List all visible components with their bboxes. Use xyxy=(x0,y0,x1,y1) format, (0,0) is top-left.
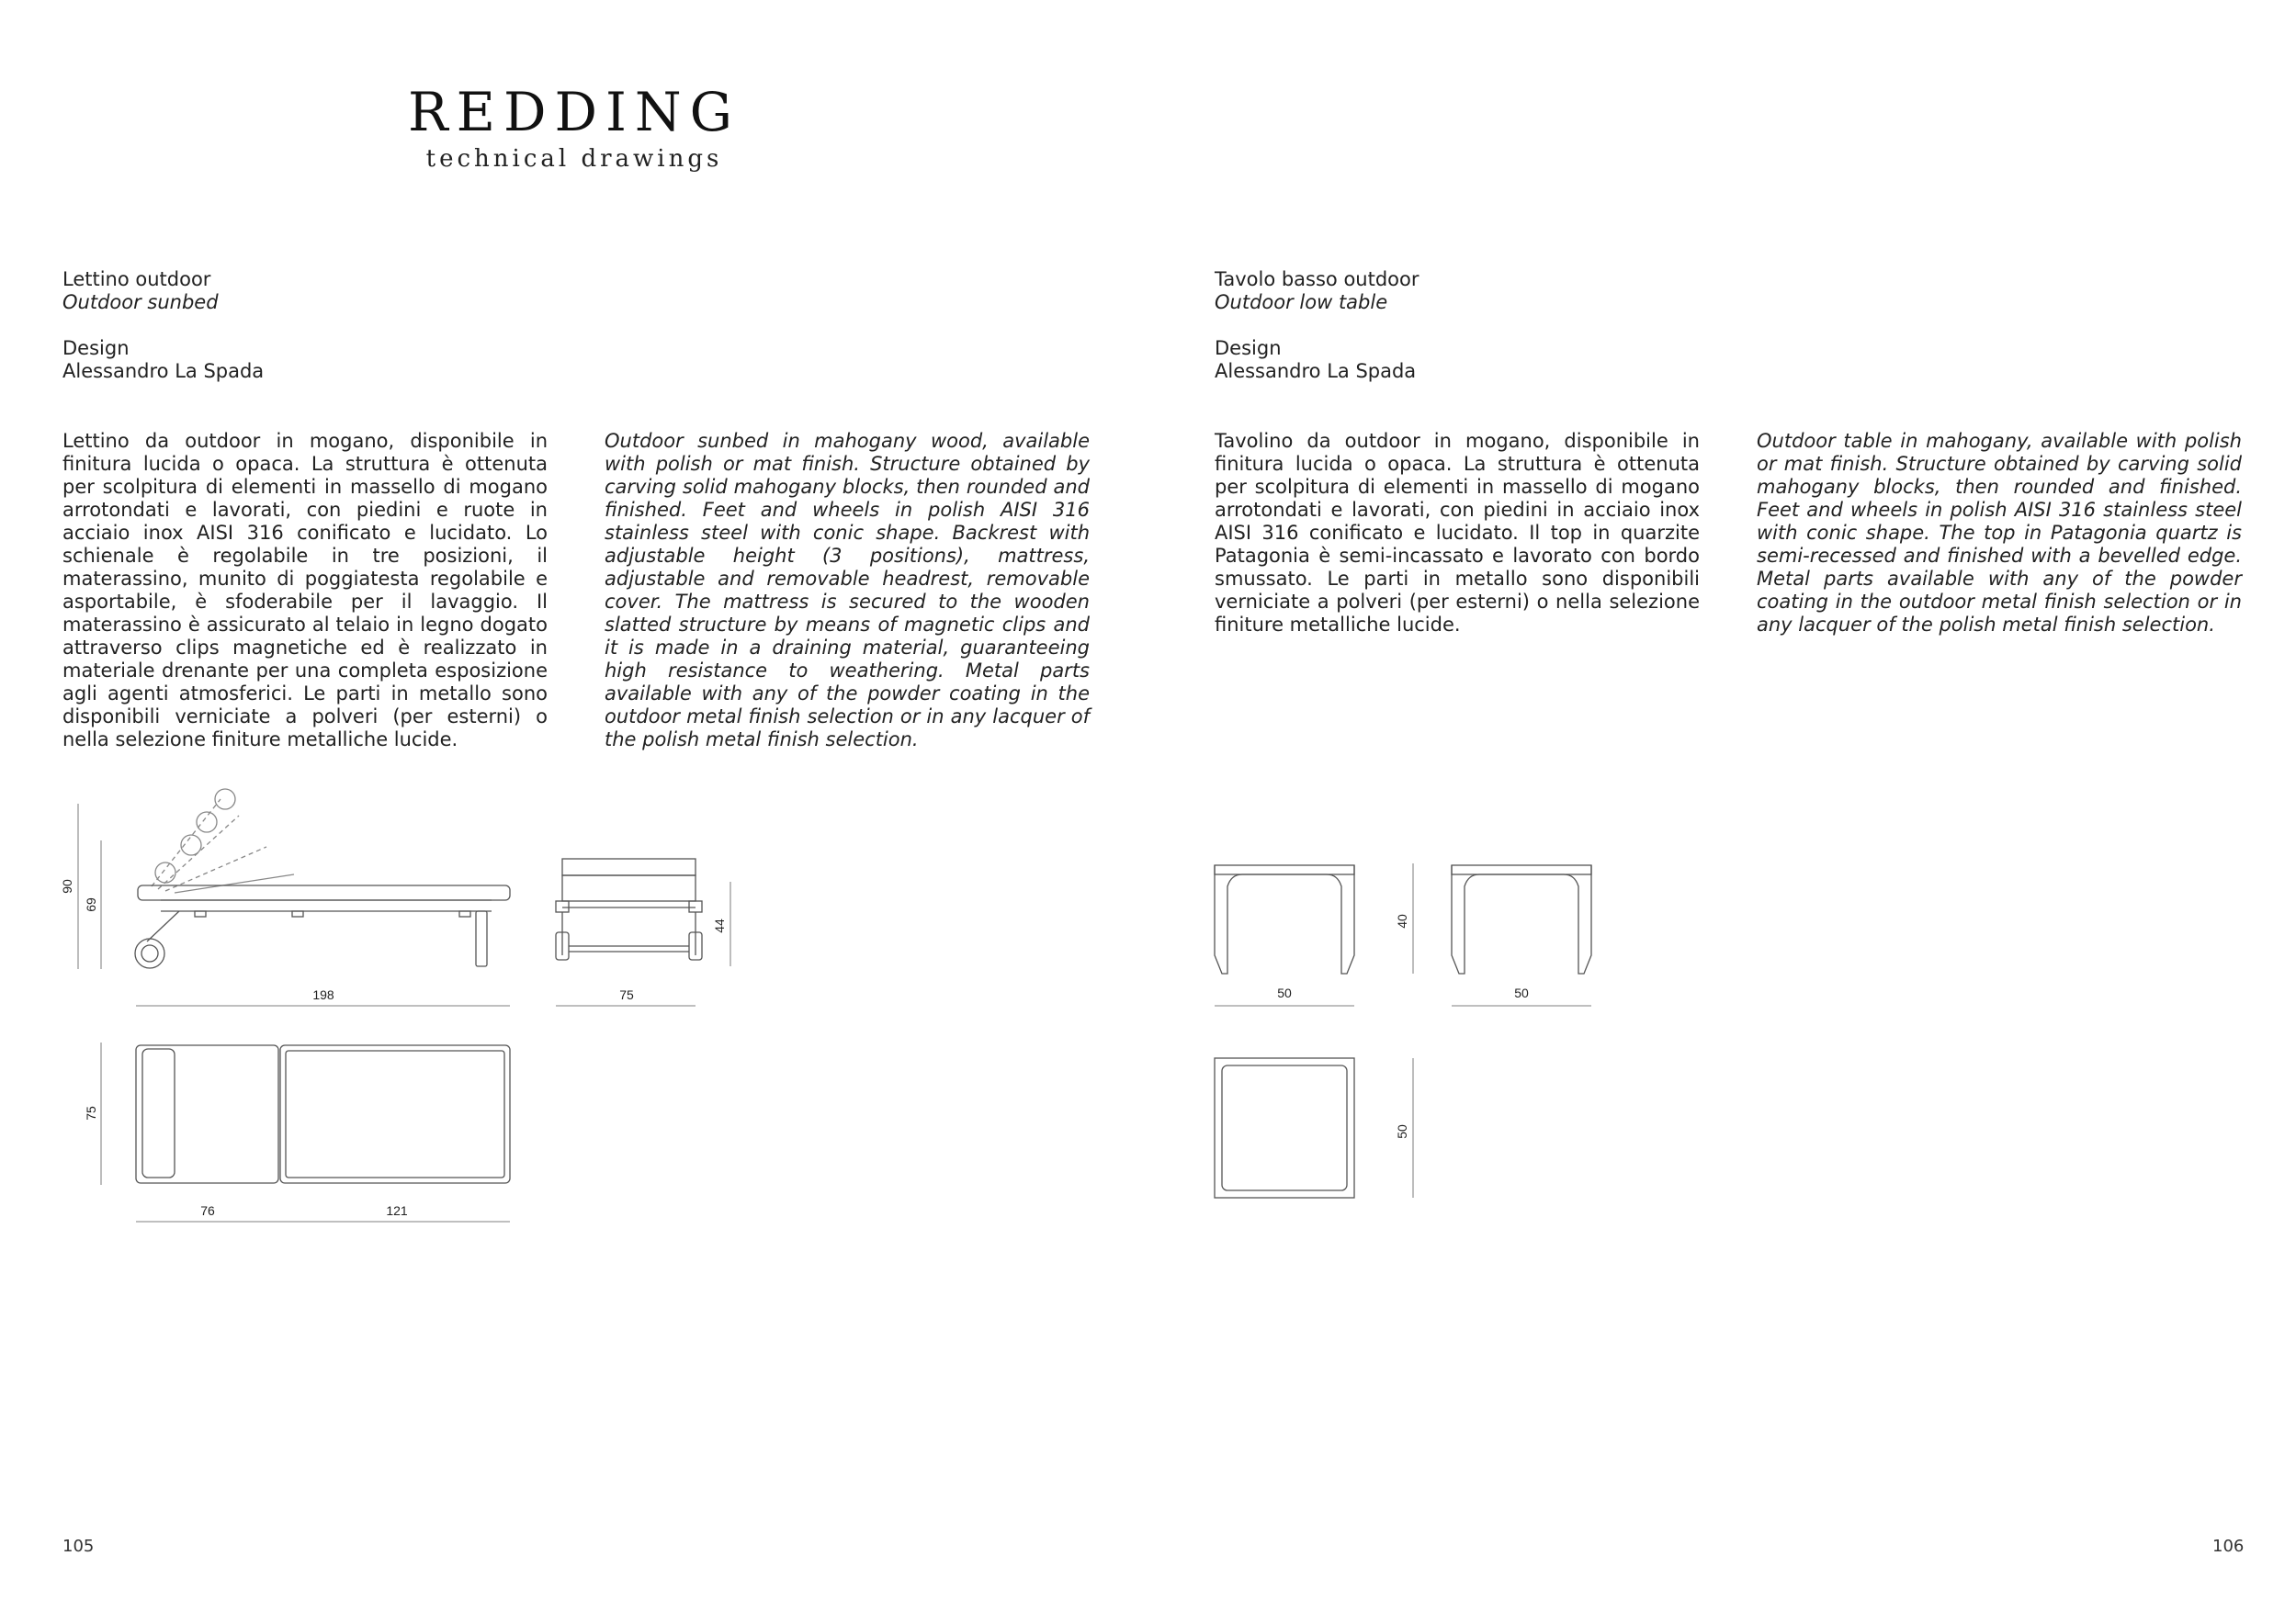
dim-top-depth: 50 xyxy=(1395,1124,1409,1139)
dim-segment-a: 76 xyxy=(200,1203,215,1218)
product-name-en: Outdoor sunbed xyxy=(62,291,219,313)
dim-front-width: 75 xyxy=(619,987,634,1002)
dim-height-total: 90 xyxy=(60,879,74,894)
brand-title: REDDING xyxy=(407,81,741,143)
sunbed-header xyxy=(62,268,264,383)
design-label: Design xyxy=(1215,337,1282,359)
dim-length: 198 xyxy=(312,987,334,1002)
product-name-it: Tavolo basso outdoor xyxy=(1215,268,1419,290)
dim-front-width: 50 xyxy=(1277,986,1292,1000)
dim-height: 40 xyxy=(1395,914,1409,929)
table-description-en: Outdoor table in mahogany, available with polish or mat finish. Structure obtained by carving solid mahogany blocks, then rounded and finished. Feet and wheels in polish AISI 316 stainless steel with conic shape. The top in Patagonia quartz is semi-recessed and finished with a bevelled edge. Metal parts available with any of the powder coating in the outdoor metal finish selection or in any lacquer of the polish metal finish selection. xyxy=(1757,430,2242,636)
table-technical-drawing xyxy=(1194,845,1617,1212)
dim-side-height: 44 xyxy=(712,919,727,933)
dim-segment-b: 121 xyxy=(386,1203,408,1218)
dim-seat-height: 69 xyxy=(84,897,98,912)
design-label: Design xyxy=(62,337,130,359)
brand-subtitle: technical drawings xyxy=(425,145,723,173)
sunbed-description-en: Outdoor sunbed in mahogany wood, available with polish or mat finish. Structure obtained by carving solid mahogany blocks, then rounded and finished. Feet and wheels in polish AISI 316 stainless steel with conic shape. Backrest with adjustable height (3 positions), mattress, adjustable and removable headrest, removable cover. The mattress is secured to the wooden slatted structure by means of magnetic clips and it is made in a draining material, guaranteeing high resistance to weathering. Metal parts available with any of the powder coating in the outdoor metal finish selection or in any lacquer of the polish metal finish selection. xyxy=(605,430,1090,750)
dim-side-width: 50 xyxy=(1514,986,1529,1000)
table-description-it: Tavolino da outdoor in mogano, disponibile in finitura lucida o opaca. La struttura è ottenuta per scolpitura di elementi in massello di mogano arrotondati e lavorati, con piedini in acciaio inox AISI 316 conificato e lucidato. Il top in quarzite Patagonia è semi-incassato e lavorato con bordo smussato. Le parti in metallo sono disponibili verniciate a polveri (per esterni) o nella selezione finiture metalliche lucide. xyxy=(1215,430,1700,636)
dim-top-width: 75 xyxy=(84,1106,98,1121)
product-name-en: Outdoor low table xyxy=(1215,291,1388,313)
product-name-it: Lettino outdoor xyxy=(62,268,211,290)
page-number-right: 106 xyxy=(2212,1537,2245,1556)
sunbed-description-it: Lettino da outdoor in mogano, disponibile in finitura lucida o opaca. La struttura è ottenuta per scolpitura di elementi in massello di mogano arrotondati e lavorati, con piedini e ruote in acciaio inox AISI 316 conificato e lucidato. Lo schienale è regolabile in tre posizioni, il materassino, munito di poggiatesta regolabile e asportabile, è sfoderabile per il lavaggio. Il materassino è assicurato al telaio in legno dogato attraverso clips magnetiche ed è realizzato in materiale drenante per una completa esposizione agli agenti atmosferici. Le parti in metallo sono disponibili verniciate a polveri (per esterni) o nella selezione finiture metalliche lucide. xyxy=(62,430,548,750)
designer-name: Alessandro La Spada xyxy=(1215,360,1417,382)
page-number-left: 105 xyxy=(62,1537,95,1556)
designer-name: Alessandro La Spada xyxy=(62,360,265,382)
sunbed-technical-drawing xyxy=(0,772,735,1249)
table-header xyxy=(1215,268,1419,383)
